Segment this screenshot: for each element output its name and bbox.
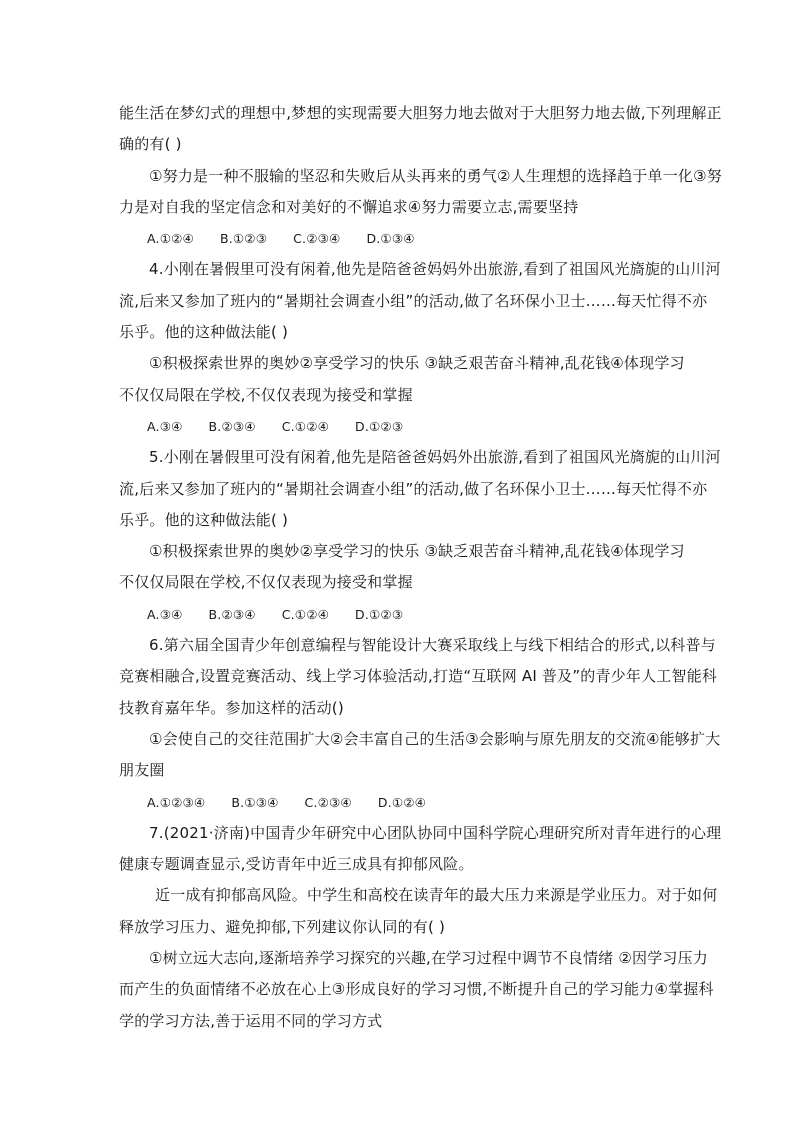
q6-option-b: B.①③④ <box>231 794 279 810</box>
q4-option-b: B.②③④ <box>208 418 256 434</box>
q5-stem-line-2: 流,后来又参加了班内的“暑期社会调查小组”的活动,做了名环保小卫士……每天忙得不亦 <box>119 479 708 498</box>
q5-option-d: D.①②③ <box>355 606 404 622</box>
q7-stem-cont-line-2: 释放学习压力、避免抑郁,下列建议你认同的有( ) <box>119 917 446 936</box>
q4-stem-line-1: 4.小刚在暑假里可没有闲着,他先是陪爸爸妈妈外出旅游,看到了祖国风光旖旎的山川河 <box>149 260 721 279</box>
q3-option-c: C.②③④ <box>293 231 341 247</box>
q4-options <box>119 411 679 442</box>
q3-option-d: D.①③④ <box>366 231 415 247</box>
q5-stem-line-1: 5.小刚在暑假里可没有闲着,他先是陪爸爸妈妈外出旅游,看到了祖国风光旖旎的山川河 <box>149 448 721 467</box>
q7-stem-line-1: 7.(2021·济南)中国青少年研究中心团队协同中国科学院心理研究所对青年进行的心理 <box>149 823 722 842</box>
q5-statements-line-1: ①积极探索世界的奥妙②享受学习的快乐 ③缺乏艰苦奋斗精神,乱花钱④体现学习 <box>149 542 685 561</box>
q5-option-c: C.①②④ <box>281 606 330 622</box>
q6-option-a: A.①②③④ <box>147 794 206 810</box>
q4-statements-line-2: 不仅仅局限在学校,不仅仅表现为接受和掌握 <box>119 385 413 404</box>
q3-option-a: A.①②④ <box>147 231 194 247</box>
q3-options <box>119 223 679 254</box>
q4-stem-line-3: 乐乎。他的这种做法能( ) <box>119 323 289 342</box>
q6-statements-line-2: 朋友圈 <box>119 761 165 780</box>
q3-stem-line-1: 能生活在梦幻式的理想中,梦想的实现需要大胆努力地去做对于大胆努力地去做,下列理解正 <box>119 104 722 122</box>
q5-option-b: B.②③④ <box>208 606 256 622</box>
q5-stem-line-3: 乐乎。他的这种做法能( ) <box>119 510 289 529</box>
q4-option-d: D.①②③ <box>355 418 404 434</box>
q3-statements-line-1: ①努力是一种不服输的坚忍和失败后从头再来的勇气②人生理想的选择趋于单一化③努 <box>149 166 722 185</box>
q6-option-d: D.①②④ <box>377 794 427 810</box>
q3-option-b: B.①②③ <box>219 231 268 247</box>
q6-stem-line-2: 竞赛相融合,设置竞赛活动、线上学习体验活动,打造“互联网 AI 普及”的青少年人工智能科 <box>119 667 718 686</box>
q7-statements-line-1: ①树立远大志向,逐渐培养学习探究的兴趣,在学习过程中调节不良情绪 ②因学习压力 <box>149 949 709 968</box>
q5-statements-line-2: 不仅仅局限在学校,不仅仅表现为接受和掌握 <box>119 573 413 592</box>
q4-statements-line-1: ①积极探索世界的奥妙②享受学习的快乐 ③缺乏艰苦奋斗精神,乱花钱④体现学习 <box>149 354 685 373</box>
q6-stem-line-3: 技教育嘉年华。参加这样的活动() <box>119 698 344 717</box>
q7-statements-line-2: 而产生的负面情绪不必放在心上③形成良好的学习习惯,不断提升自己的学习能力④掌握科 <box>119 980 714 999</box>
q7-stem-line-2: 健康专题调查显示,受访青年中近三成具有抑郁风险。 <box>119 855 474 874</box>
q5-options <box>119 599 679 630</box>
question-content <box>119 98 722 1037</box>
q7-statements-line-3: 学的学习方法,善于运用不同的学习方式 <box>119 1011 383 1030</box>
q6-stem-line-1: 6.第六届全国青少年创意编程与智能设计大赛采取线上与线下相结合的形式,以科普与 <box>149 636 716 655</box>
q3-stem-line-2: 确的有( ) <box>119 135 182 154</box>
q4-stem-line-2: 流,后来又参加了班内的“暑期社会调查小组”的活动,做了名环保小卫士……每天忙得不亦 <box>119 291 708 310</box>
q6-option-c: C.②③④ <box>304 794 352 810</box>
q5-option-a: A.③④ <box>147 606 183 622</box>
q6-statements-line-1: ①会使自己的交往范围扩大②会丰富自己的生活③会影响与原先朋友的交流④能够扩大 <box>149 729 721 748</box>
q4-option-c: C.①②④ <box>281 418 330 434</box>
q7-stem-cont-line-1: 近一成有抑郁高风险。中学生和高校在读青年的最大压力来源是学业压力。对于如何 <box>155 886 718 905</box>
q3-statements-line-2: 力是对自我的坚定信念和对美好的不懈追求④努力需要立志,需要坚持 <box>119 197 579 216</box>
q6-options <box>119 787 679 818</box>
q4-option-a: A.③④ <box>147 418 183 434</box>
